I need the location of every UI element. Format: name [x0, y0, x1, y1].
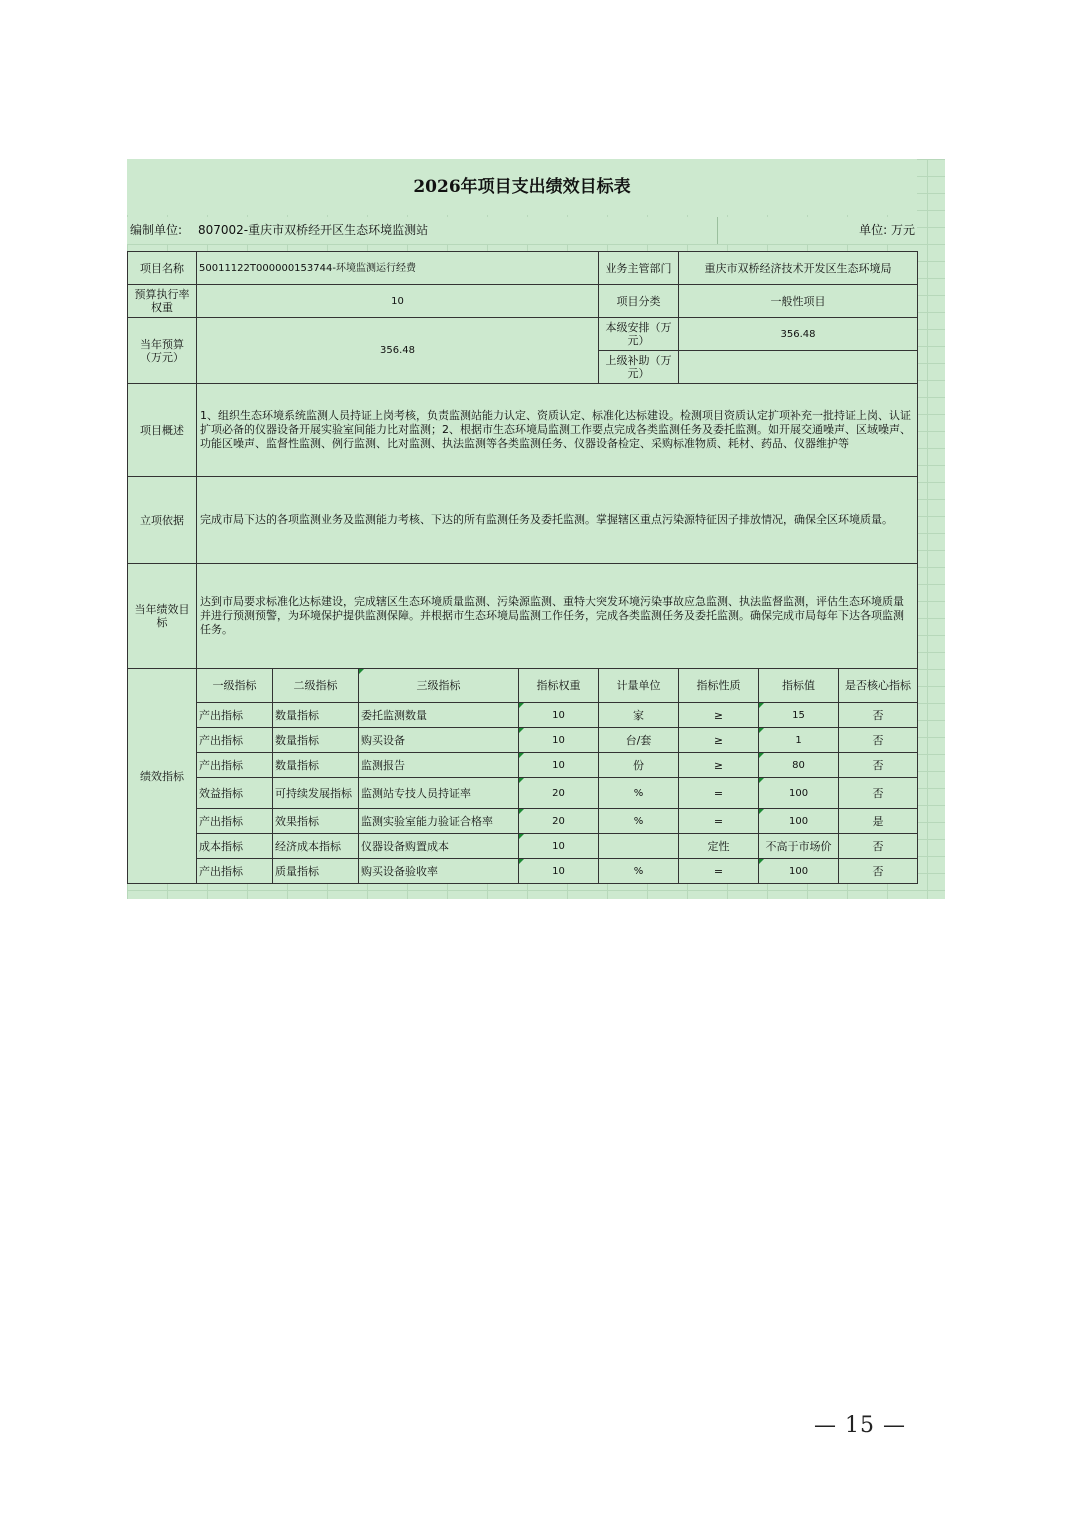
- basis-label: 立项依据: [128, 477, 197, 564]
- row-nature: =: [679, 859, 759, 884]
- row-level2: 经济成本指标: [273, 834, 359, 859]
- row-nature: =: [679, 809, 759, 834]
- row-value: 100: [759, 859, 839, 884]
- header-level2: 二级指标: [273, 669, 359, 703]
- row-level2: 数量指标: [273, 703, 359, 728]
- project-name-label: 项目名称: [128, 252, 197, 285]
- header-nature: 指标性质: [679, 669, 759, 703]
- row-value: 100: [759, 778, 839, 809]
- budget-value: 356.48: [197, 318, 599, 384]
- row-core: 否: [839, 859, 918, 884]
- row-weight: 20: [519, 809, 599, 834]
- row-level3: 监测站专技人员持证率: [359, 778, 519, 809]
- row-level3: 委托监测数量: [359, 703, 519, 728]
- project-name-value: 50011122T000000153744-环境监测运行经费: [197, 252, 599, 285]
- currency-label: 单位: 万元: [859, 223, 915, 237]
- row-weight: 20: [519, 778, 599, 809]
- row-level2: 效果指标: [273, 809, 359, 834]
- row-weight: 10: [519, 703, 599, 728]
- row-level2: 可持续发展指标: [273, 778, 359, 809]
- goal-label: 当年绩效目标: [128, 564, 197, 669]
- row-unit: %: [599, 809, 679, 834]
- row-level1: 产出指标: [197, 728, 273, 753]
- row-unit: [599, 834, 679, 859]
- dept-value: 重庆市双桥经济技术开发区生态环境局: [679, 252, 918, 285]
- row-level1: 产出指标: [197, 753, 273, 778]
- row-level3: 购买设备验收率: [359, 859, 519, 884]
- weight-label: 预算执行率权重: [128, 285, 197, 318]
- header-level3: 三级指标: [359, 669, 519, 703]
- local-budget-value: 356.48: [679, 318, 918, 351]
- weight-value: 10: [197, 285, 599, 318]
- row-nature: =: [679, 778, 759, 809]
- row-level3: 监测实验室能力验证合格率: [359, 809, 519, 834]
- row-nature: ≥: [679, 728, 759, 753]
- row-value: 15: [759, 703, 839, 728]
- row-unit: 份: [599, 753, 679, 778]
- row-nature: ≥: [679, 753, 759, 778]
- row-unit: 台/套: [599, 728, 679, 753]
- row-level1: 产出指标: [197, 859, 273, 884]
- unit-value: 807002-重庆市双桥经开区生态环境监测站: [198, 223, 429, 237]
- row-nature: 定性: [679, 834, 759, 859]
- row-core: 否: [839, 834, 918, 859]
- goal-text: 达到市局要求标准化达标建设，完成辖区生态环境质量监测、污染源监测、重特大突发环境污染事故应急监测、执法监督监测，评估生态环境质量并进行预测预警，为环境保护提供监测保障。并根据市生态环境局监测工作任务，完成各类监测任务及委托监测。确保完成市局每年下达各项监测任务。: [197, 564, 918, 669]
- overview-text: 1、组织生态环境系统监测人员持证上岗考核，负责监测站能力认定、资质认定、标准化达标建设。检测项目资质认定扩项补充一批持证上岗、认证扩项必备的仪器设备开展实验室间能力比对监测；2、根据市生态环境局监测工作要点完成各类监测任务及委托监测。如开展交通噪声、区域噪声、功能区噪声、监督性监测、例行监测、比对监测、执法监测等各类监测任务、仪器设备检定、采购标准物质、耗材、药品、仪器维护等: [197, 384, 918, 477]
- row-level2: 数量指标: [273, 753, 359, 778]
- category-label: 项目分类: [599, 285, 679, 318]
- row-unit: %: [599, 859, 679, 884]
- spreadsheet-sheet: [127, 159, 945, 899]
- header-level1: 一级指标: [197, 669, 273, 703]
- row-level1: 产出指标: [197, 703, 273, 728]
- subsidy-value: [679, 351, 918, 384]
- row-weight: 10: [519, 834, 599, 859]
- page-number: — 15 —: [814, 1413, 906, 1438]
- header-value: 指标值: [759, 669, 839, 703]
- row-level1: 效益指标: [197, 778, 273, 809]
- row-weight: 10: [519, 753, 599, 778]
- overview-label: 项目概述: [128, 384, 197, 477]
- row-level3: 仪器设备购置成本: [359, 834, 519, 859]
- unit-row: [127, 217, 917, 244]
- row-level2: 数量指标: [273, 728, 359, 753]
- performance-table: [127, 251, 918, 884]
- row-core: 否: [839, 728, 918, 753]
- row-core: 是: [839, 809, 918, 834]
- row-level2: 质量指标: [273, 859, 359, 884]
- row-nature: ≥: [679, 703, 759, 728]
- row-weight: 10: [519, 859, 599, 884]
- header-core: 是否核心指标: [839, 669, 918, 703]
- row-weight: 10: [519, 728, 599, 753]
- subsidy-label: 上级补助（万元）: [599, 351, 679, 384]
- row-unit: %: [599, 778, 679, 809]
- row-value: 不高于市场价: [759, 834, 839, 859]
- row-value: 1: [759, 728, 839, 753]
- row-core: 否: [839, 753, 918, 778]
- divider: [717, 217, 718, 244]
- basis-text: 完成市局下达的各项监测业务及监测能力考核、下达的所有监测任务及委托监测。掌握辖区重点污染源特征因子排放情况，确保全区环境质量。: [197, 477, 918, 564]
- row-core: 否: [839, 778, 918, 809]
- row-level3: 监测报告: [359, 753, 519, 778]
- unit-label: 编制单位:: [130, 223, 183, 237]
- indicators-label: 绩效指标: [128, 669, 197, 884]
- category-value: 一般性项目: [679, 285, 918, 318]
- header-weight: 指标权重: [519, 669, 599, 703]
- dept-label: 业务主管部门: [599, 252, 679, 285]
- row-level1: 成本指标: [197, 834, 273, 859]
- budget-label: 当年预算（万元）: [128, 318, 197, 384]
- local-budget-label: 本级安排（万元）: [599, 318, 679, 351]
- row-level3: 购买设备: [359, 728, 519, 753]
- row-core: 否: [839, 703, 918, 728]
- row-unit: 家: [599, 703, 679, 728]
- page-title: 2026年项目支出绩效目标表: [127, 159, 917, 215]
- row-value: 100: [759, 809, 839, 834]
- row-level1: 产出指标: [197, 809, 273, 834]
- row-value: 80: [759, 753, 839, 778]
- header-unit: 计量单位: [599, 669, 679, 703]
